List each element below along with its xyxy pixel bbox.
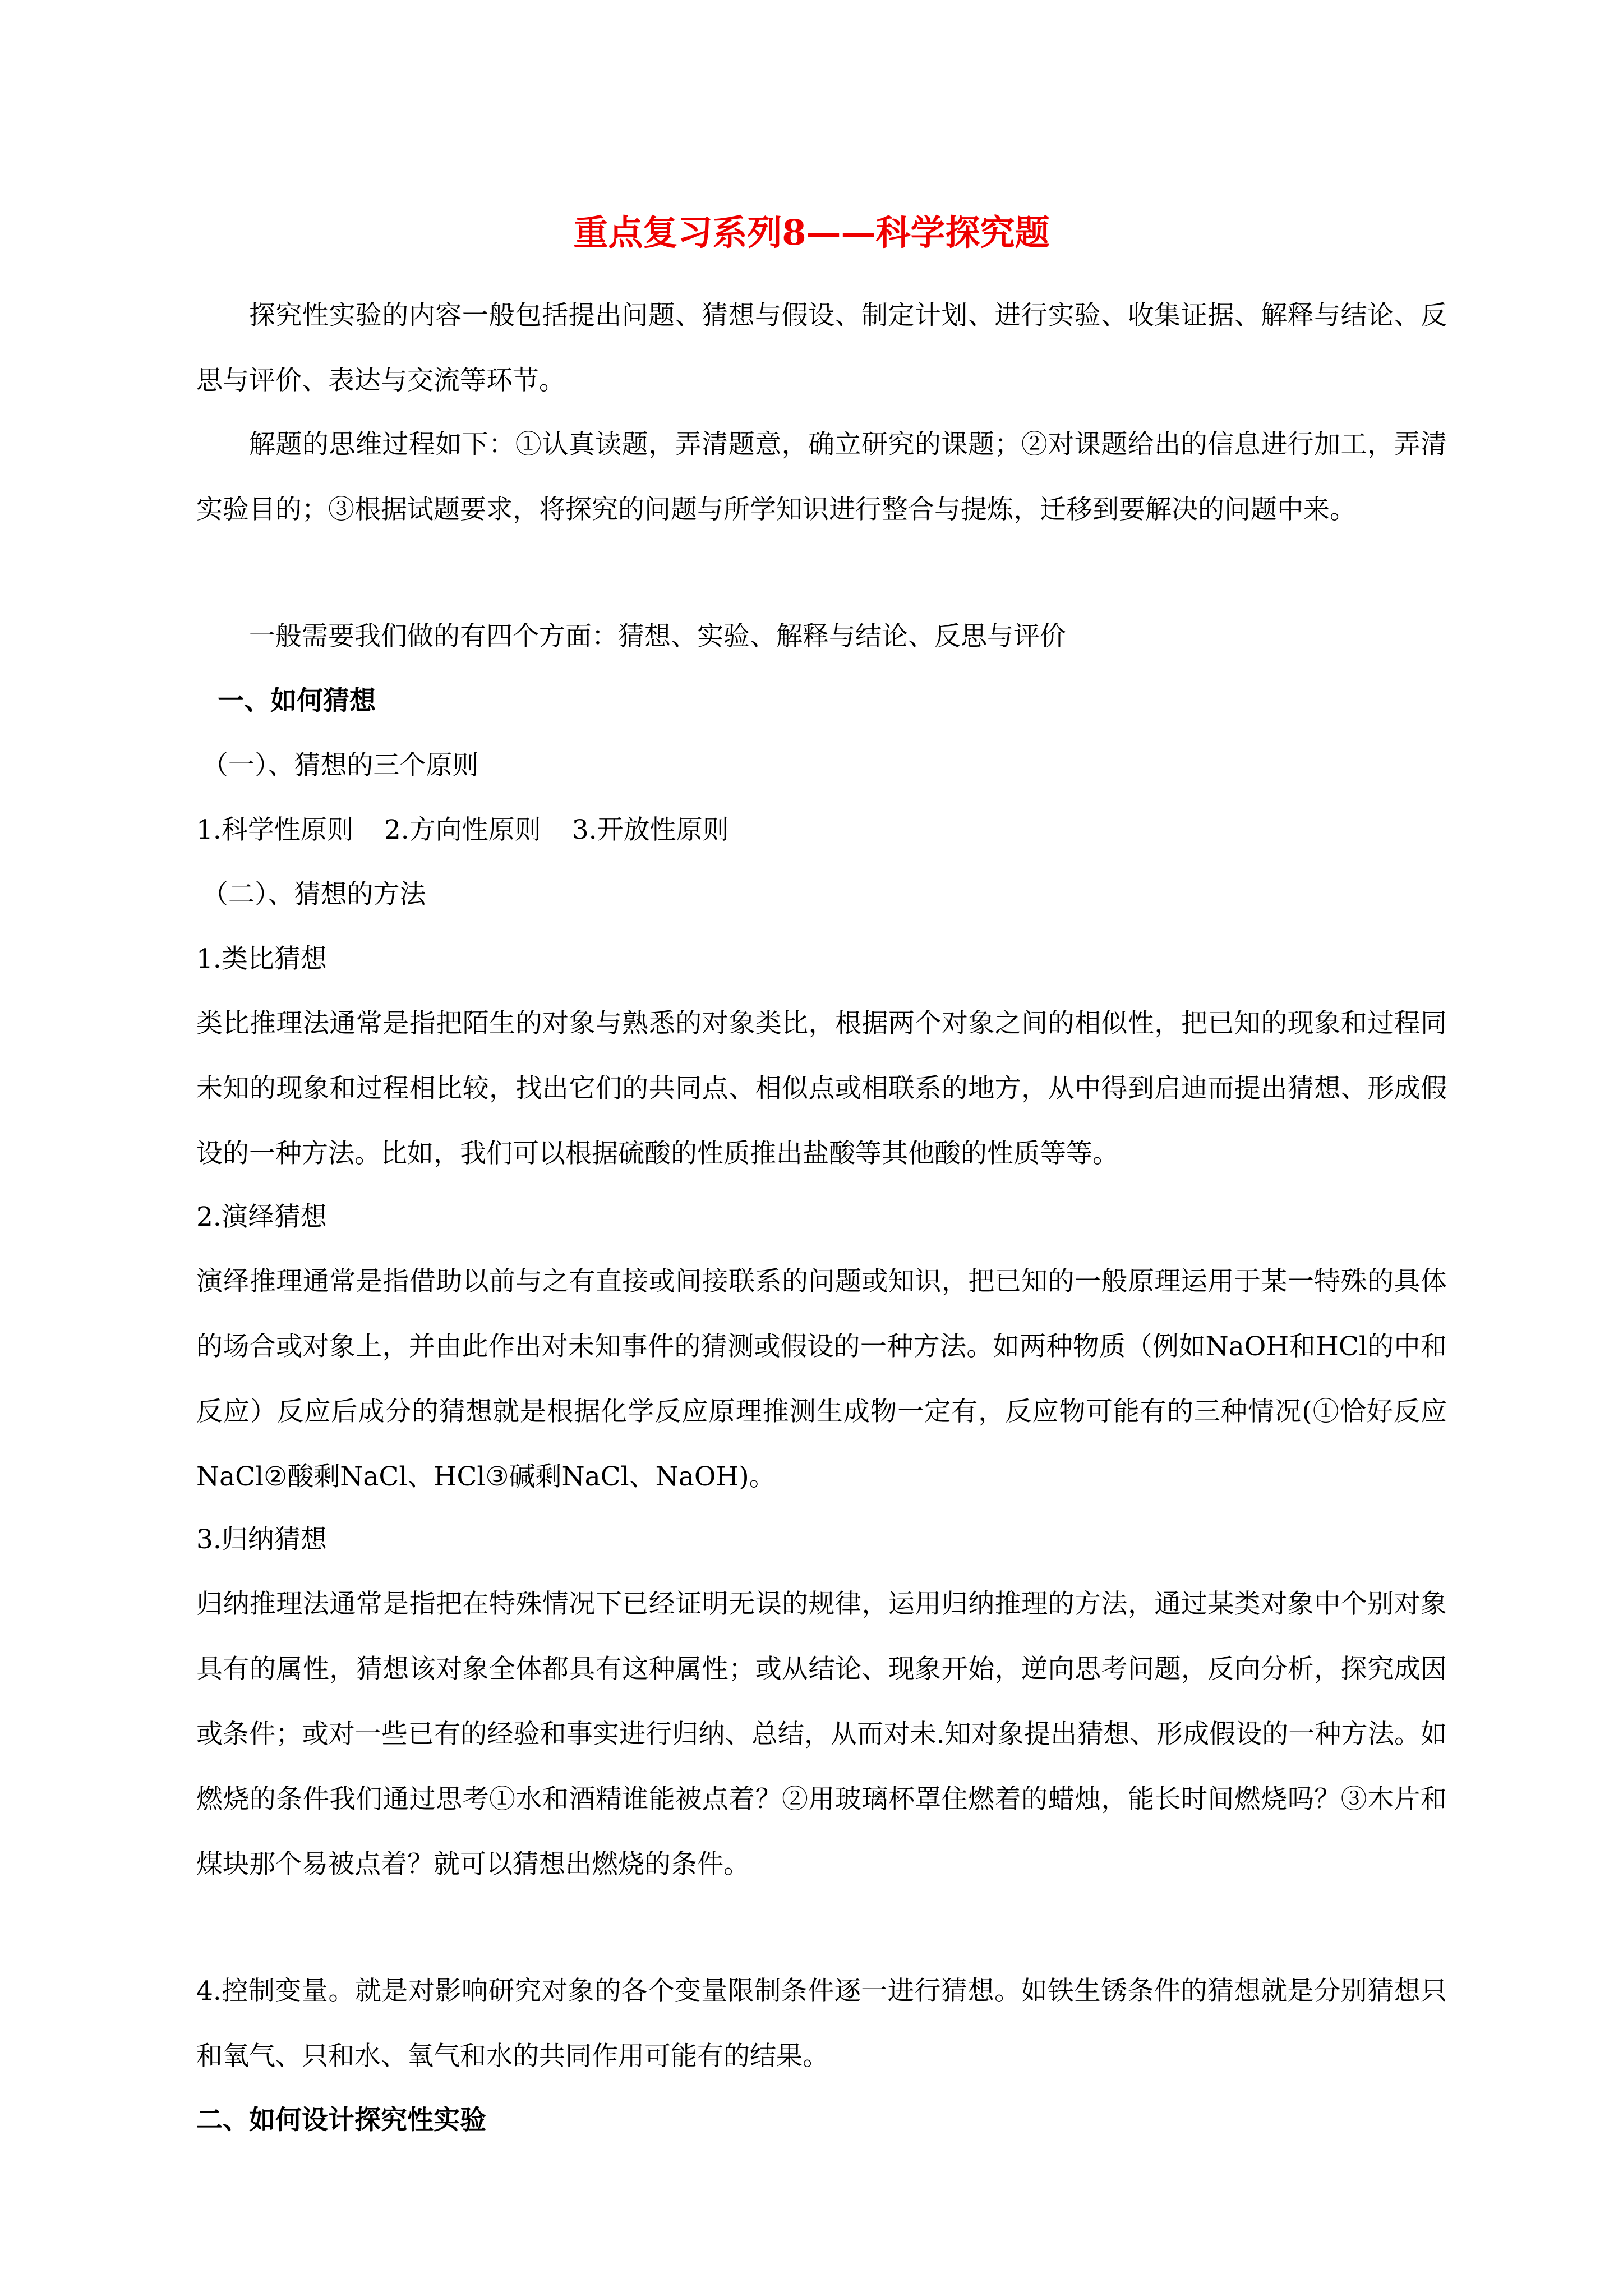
method-1-title: 1.类比猜想 [196, 944, 327, 974]
method-3-body: 归纳推理法通常是指把在特殊情况下已经证明无误的规律，运用归纳推理的方法，通过某类对象中个别对象具有的属性，猜想该对象全体都具有这种属性；或从结论、现象开始，逆向思考问题，反向分析，探究成因或条件；或对一些已有的经验和事实进行归纳、总结，从而对未.知对象提出猜想、形成假设的一种方法。如燃烧的条件我们通过思考①水和酒精谁能被点着？②用玻璃杯罩住燃着的蜡烛，能长时间燃烧吗？③木片和煤块那个易被点着？就可以猜想出燃烧的条件。 [196, 1589, 1447, 1880]
section-heading-2: 二、如何设计探究性实验 [196, 2105, 486, 2136]
intro-paragraph-1: 探究性实验的内容一般包括提出问题、猜想与假设、制定计划、进行实验、收集证据、解释与结论、反思与评价、表达与交流等环节。 [196, 300, 1447, 396]
principles-list [196, 798, 760, 863]
principle-1: 1.科学性原则 [196, 815, 353, 845]
intro-paragraph-3: 一般需要我们做的有四个方面：猜想、实验、解释与结论、反思与评价 [249, 621, 1066, 652]
method-1-body: 类比推理法通常是指把陌生的对象与熟悉的对象类比，根据两个对象之间的相似性，把已知的现象和过程同未知的现象和过程相比较，找出它们的共同点、相似点或相联系的地方，从中得到启迪而提出猜想、形成假设的一种方法。比如，我们可以根据硫酸的性质推出盐酸等其他酸的性质等等。 [196, 1008, 1447, 1169]
method-2-title: 2.演绎猜想 [196, 1202, 327, 1232]
subheading-methods: （二）、猜想的方法 [202, 879, 426, 910]
document-title: 重点复习系列8——科学探究题 [573, 212, 1050, 253]
method-4-body: 4.控制变量。就是对影响研究对象的各个变量限制条件逐一进行猜想。如铁生锈条件的猜想就是分别猜想只和氧气、只和水、氧气和水的共同作用可能有的结果。 [196, 1976, 1447, 2072]
method-3-title: 3.归纳猜想 [196, 1524, 327, 1555]
section-heading-1: 一、如何猜想 [218, 685, 376, 716]
method-2-body: 演绎推理通常是指借助以前与之有直接或间接联系的问题或知识，把已知的一般原理运用于某一特殊的具体的场合或对象上，并由此作出对未知事件的猜测或假设的一种方法。如两种物质（例如NaOH和HCl的中和反应）反应后成分的猜想就是根据化学反应原理推测生成物一定有，反应物可能有的三种情况(①恰好反应NaCl②酸剩NaCl、HCl③碱剩NaCl、NaOH)。 [196, 1266, 1447, 1492]
intro-paragraph-2: 解题的思维过程如下：①认真读题，弄清题意，确立研究的课题；②对课题给出的信息进行加工，弄清实验目的；③根据试题要求，将探究的问题与所学知识进行整合与提炼，迁移到要解决的问题中来。 [196, 429, 1447, 525]
subheading-principles: （一）、猜想的三个原则 [202, 750, 479, 781]
principle-3: 3.开放性原则 [571, 815, 729, 845]
principle-2: 2.方向性原则 [384, 815, 541, 845]
